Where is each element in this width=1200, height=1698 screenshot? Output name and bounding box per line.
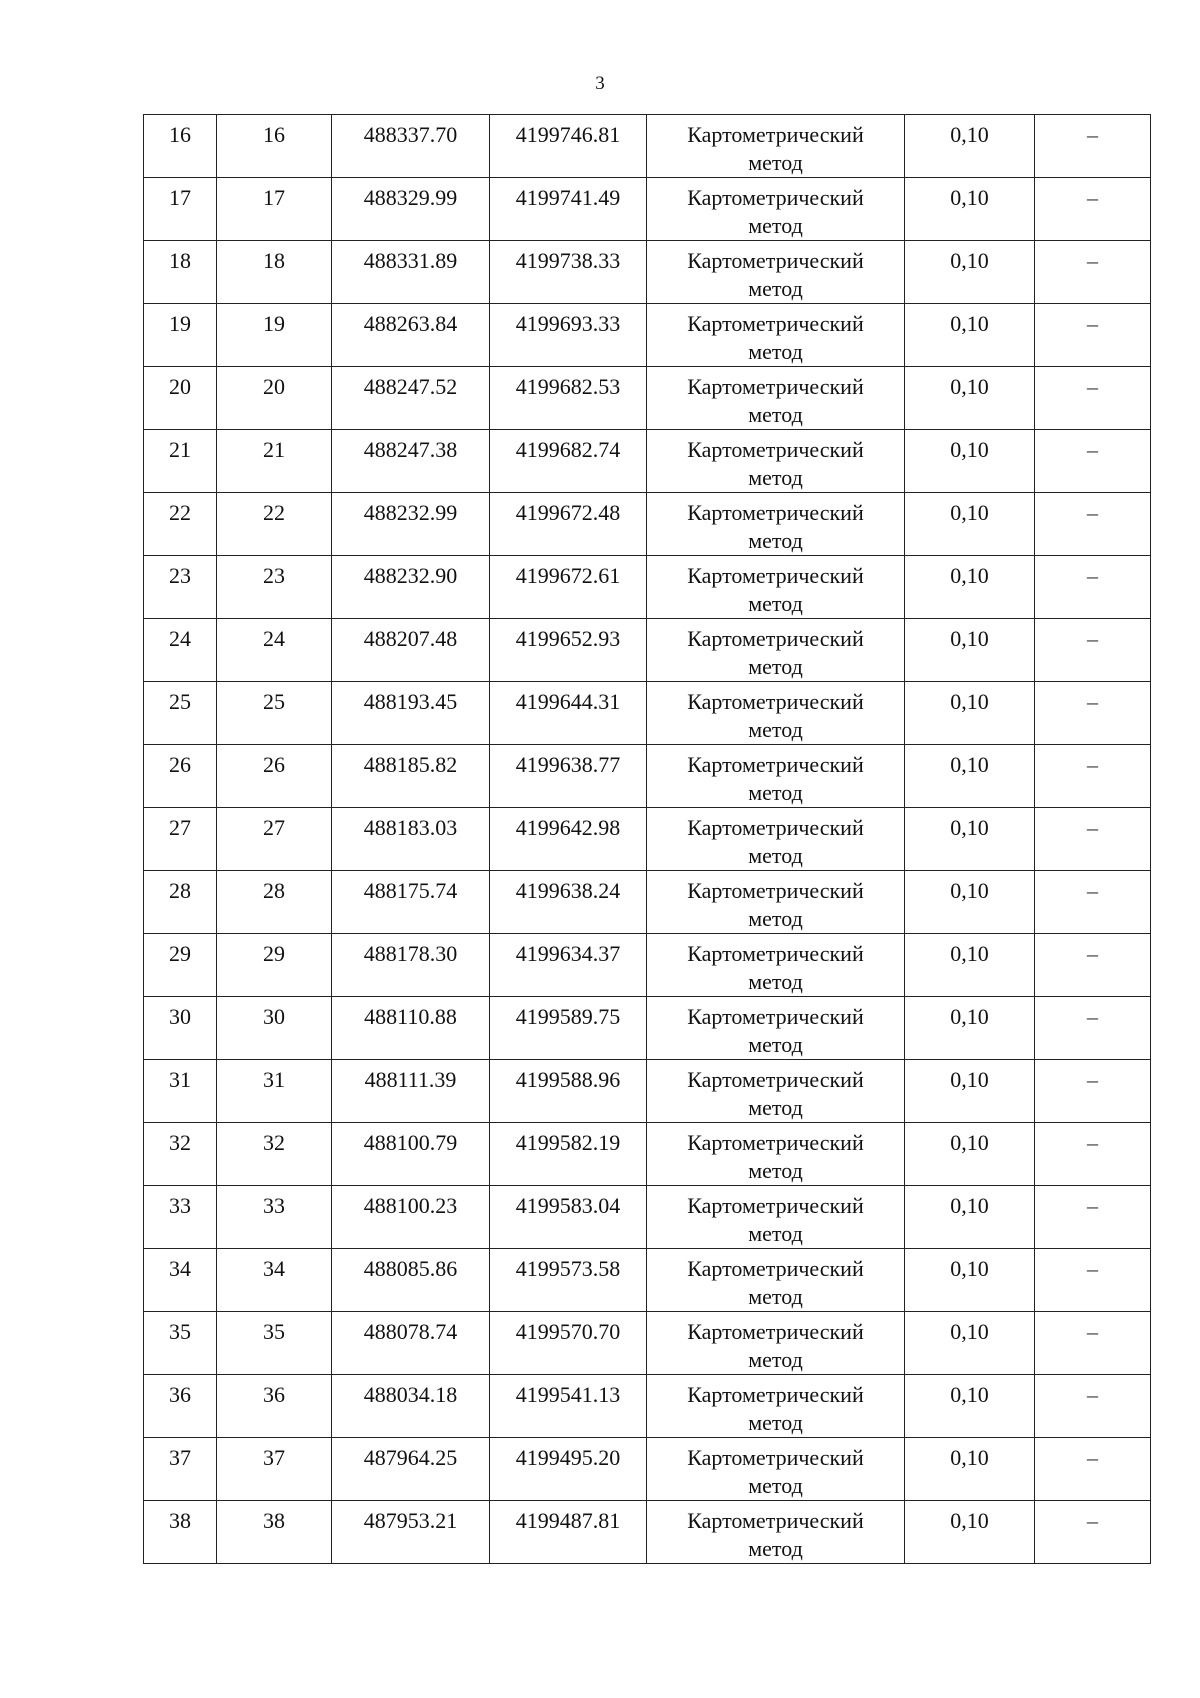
- method-line-1: Картометрический: [687, 1193, 864, 1218]
- point-id-cell: 33: [217, 1186, 332, 1249]
- method-cell: [647, 997, 905, 1060]
- coordinate-x-cell: 488085.86: [332, 1249, 490, 1312]
- coordinate-x-cell: 488232.99: [332, 493, 490, 556]
- point-number-cell: 32: [144, 1123, 217, 1186]
- point-number-cell: 18: [144, 241, 217, 304]
- method-line-2: метод: [748, 1221, 803, 1246]
- note-cell: –: [1035, 430, 1151, 493]
- point-number-cell: 36: [144, 1375, 217, 1438]
- note-cell: –: [1035, 997, 1151, 1060]
- coordinate-y-cell: 4199588.96: [490, 1060, 647, 1123]
- method-cell: [647, 1060, 905, 1123]
- note-cell: –: [1035, 178, 1151, 241]
- method-line-1: Картометрический: [687, 563, 864, 588]
- point-id-cell: 38: [217, 1501, 332, 1564]
- method-cell: [647, 1501, 905, 1564]
- table-row: [144, 556, 1151, 619]
- accuracy-cell: 0,10: [905, 997, 1035, 1060]
- method-line-1: Картометрический: [687, 1508, 864, 1533]
- point-id-cell: 35: [217, 1312, 332, 1375]
- coordinate-x-cell: 488178.30: [332, 934, 490, 997]
- point-id-cell: 23: [217, 556, 332, 619]
- coordinate-y-cell: 4199672.48: [490, 493, 647, 556]
- method-line-2: метод: [748, 339, 803, 364]
- accuracy-cell: 0,10: [905, 493, 1035, 556]
- method-line-2: метод: [748, 969, 803, 994]
- table-row: [144, 115, 1151, 178]
- table-row: [144, 934, 1151, 997]
- table-row: [144, 745, 1151, 808]
- point-number-cell: 19: [144, 304, 217, 367]
- point-number-cell: 30: [144, 997, 217, 1060]
- method-line-2: метод: [748, 780, 803, 805]
- note-cell: –: [1035, 682, 1151, 745]
- coordinate-y-cell: 4199652.93: [490, 619, 647, 682]
- note-cell: –: [1035, 1438, 1151, 1501]
- table-row: [144, 1123, 1151, 1186]
- accuracy-cell: 0,10: [905, 745, 1035, 808]
- table-row: [144, 1186, 1151, 1249]
- point-number-cell: 22: [144, 493, 217, 556]
- coordinate-x-cell: 488207.48: [332, 619, 490, 682]
- method-line-1: Картометрический: [687, 1319, 864, 1344]
- method-line-1: Картометрический: [687, 500, 864, 525]
- method-cell: [647, 241, 905, 304]
- coordinate-y-cell: 4199495.20: [490, 1438, 647, 1501]
- method-cell: [647, 115, 905, 178]
- method-line-1: Картометрический: [687, 1445, 864, 1470]
- coordinate-y-cell: 4199642.98: [490, 808, 647, 871]
- point-number-cell: 38: [144, 1501, 217, 1564]
- accuracy-cell: 0,10: [905, 808, 1035, 871]
- point-id-cell: 25: [217, 682, 332, 745]
- method-line-2: метод: [748, 528, 803, 553]
- coordinate-y-cell: 4199583.04: [490, 1186, 647, 1249]
- method-line-2: метод: [748, 1158, 803, 1183]
- coordinate-x-cell: 488263.84: [332, 304, 490, 367]
- point-id-cell: 28: [217, 871, 332, 934]
- point-id-cell: 29: [217, 934, 332, 997]
- note-cell: –: [1035, 304, 1151, 367]
- method-line-2: метод: [748, 591, 803, 616]
- method-line-2: метод: [748, 150, 803, 175]
- method-line-2: метод: [748, 1473, 803, 1498]
- point-id-cell: 18: [217, 241, 332, 304]
- note-cell: –: [1035, 1060, 1151, 1123]
- table-row: [144, 1060, 1151, 1123]
- coordinate-x-cell: 488183.03: [332, 808, 490, 871]
- coordinate-y-cell: 4199741.49: [490, 178, 647, 241]
- table-row: [144, 178, 1151, 241]
- point-number-cell: 27: [144, 808, 217, 871]
- method-line-2: метод: [748, 654, 803, 679]
- note-cell: –: [1035, 619, 1151, 682]
- coordinates-table-body: [144, 115, 1151, 1564]
- note-cell: –: [1035, 241, 1151, 304]
- table-row: [144, 1438, 1151, 1501]
- point-number-cell: 26: [144, 745, 217, 808]
- note-cell: –: [1035, 1249, 1151, 1312]
- point-number-cell: 29: [144, 934, 217, 997]
- note-cell: –: [1035, 1123, 1151, 1186]
- accuracy-cell: 0,10: [905, 430, 1035, 493]
- note-cell: –: [1035, 745, 1151, 808]
- point-number-cell: 33: [144, 1186, 217, 1249]
- point-number-cell: 16: [144, 115, 217, 178]
- method-line-2: метод: [748, 1032, 803, 1057]
- method-line-1: Картометрический: [687, 374, 864, 399]
- point-number-cell: 35: [144, 1312, 217, 1375]
- method-line-2: метод: [748, 213, 803, 238]
- accuracy-cell: 0,10: [905, 1375, 1035, 1438]
- coordinate-y-cell: 4199638.24: [490, 871, 647, 934]
- accuracy-cell: 0,10: [905, 1438, 1035, 1501]
- table-row: [144, 808, 1151, 871]
- method-cell: [647, 1312, 905, 1375]
- coordinate-x-cell: 488185.82: [332, 745, 490, 808]
- coordinate-y-cell: 4199573.58: [490, 1249, 647, 1312]
- coordinate-x-cell: 488034.18: [332, 1375, 490, 1438]
- note-cell: –: [1035, 871, 1151, 934]
- method-line-2: метод: [748, 1536, 803, 1561]
- accuracy-cell: 0,10: [905, 934, 1035, 997]
- accuracy-cell: 0,10: [905, 556, 1035, 619]
- method-line-1: Картометрический: [687, 689, 864, 714]
- method-line-2: метод: [748, 906, 803, 931]
- coordinate-x-cell: 487953.21: [332, 1501, 490, 1564]
- coordinate-y-cell: 4199644.31: [490, 682, 647, 745]
- method-cell: [647, 934, 905, 997]
- note-cell: –: [1035, 808, 1151, 871]
- accuracy-cell: 0,10: [905, 178, 1035, 241]
- note-cell: –: [1035, 934, 1151, 997]
- method-cell: [647, 493, 905, 556]
- method-line-1: Картометрический: [687, 1004, 864, 1029]
- coordinate-x-cell: 488078.74: [332, 1312, 490, 1375]
- accuracy-cell: 0,10: [905, 115, 1035, 178]
- method-line-1: Картометрический: [687, 878, 864, 903]
- method-cell: [647, 556, 905, 619]
- accuracy-cell: 0,10: [905, 367, 1035, 430]
- method-cell: [647, 178, 905, 241]
- point-number-cell: 21: [144, 430, 217, 493]
- note-cell: –: [1035, 493, 1151, 556]
- method-cell: [647, 1186, 905, 1249]
- table-row: [144, 367, 1151, 430]
- method-cell: [647, 1438, 905, 1501]
- point-id-cell: 22: [217, 493, 332, 556]
- coordinate-x-cell: 488100.79: [332, 1123, 490, 1186]
- accuracy-cell: 0,10: [905, 1249, 1035, 1312]
- method-cell: [647, 682, 905, 745]
- accuracy-cell: 0,10: [905, 1312, 1035, 1375]
- method-line-1: Картометрический: [687, 752, 864, 777]
- method-line-2: метод: [748, 465, 803, 490]
- method-line-1: Картометрический: [687, 311, 864, 336]
- table-row: [144, 1312, 1151, 1375]
- note-cell: –: [1035, 1186, 1151, 1249]
- table-row: [144, 1375, 1151, 1438]
- point-id-cell: 31: [217, 1060, 332, 1123]
- method-line-1: Картометрический: [687, 626, 864, 651]
- table-row: [144, 241, 1151, 304]
- note-cell: –: [1035, 1375, 1151, 1438]
- method-line-1: Картометрический: [687, 1130, 864, 1155]
- method-cell: [647, 745, 905, 808]
- accuracy-cell: 0,10: [905, 682, 1035, 745]
- method-line-2: метод: [748, 1410, 803, 1435]
- table-row: [144, 619, 1151, 682]
- method-cell: [647, 871, 905, 934]
- accuracy-cell: 0,10: [905, 619, 1035, 682]
- method-cell: [647, 1123, 905, 1186]
- table-row: [144, 430, 1151, 493]
- coordinate-x-cell: 488110.88: [332, 997, 490, 1060]
- point-number-cell: 23: [144, 556, 217, 619]
- method-line-1: Картометрический: [687, 122, 864, 147]
- point-id-cell: 17: [217, 178, 332, 241]
- coordinate-y-cell: 4199634.37: [490, 934, 647, 997]
- method-line-2: метод: [748, 402, 803, 427]
- accuracy-cell: 0,10: [905, 871, 1035, 934]
- coordinate-x-cell: 488337.70: [332, 115, 490, 178]
- point-id-cell: 37: [217, 1438, 332, 1501]
- coordinate-y-cell: 4199638.77: [490, 745, 647, 808]
- coordinate-x-cell: 488329.99: [332, 178, 490, 241]
- point-id-cell: 34: [217, 1249, 332, 1312]
- method-cell: [647, 619, 905, 682]
- table-row: [144, 304, 1151, 367]
- coordinate-y-cell: 4199582.19: [490, 1123, 647, 1186]
- method-line-2: метод: [748, 843, 803, 868]
- accuracy-cell: 0,10: [905, 1501, 1035, 1564]
- point-number-cell: 24: [144, 619, 217, 682]
- point-id-cell: 30: [217, 997, 332, 1060]
- note-cell: –: [1035, 367, 1151, 430]
- point-id-cell: 26: [217, 745, 332, 808]
- coordinate-y-cell: 4199746.81: [490, 115, 647, 178]
- note-cell: –: [1035, 115, 1151, 178]
- method-line-1: Картометрический: [687, 1256, 864, 1281]
- accuracy-cell: 0,10: [905, 1186, 1035, 1249]
- method-cell: [647, 1249, 905, 1312]
- method-line-2: метод: [748, 717, 803, 742]
- method-line-1: Картометрический: [687, 941, 864, 966]
- table-row: [144, 997, 1151, 1060]
- coordinate-y-cell: 4199589.75: [490, 997, 647, 1060]
- coordinate-x-cell: 488193.45: [332, 682, 490, 745]
- table-row: [144, 682, 1151, 745]
- table-row: [144, 493, 1151, 556]
- coordinate-x-cell: 488232.90: [332, 556, 490, 619]
- method-line-2: метод: [748, 276, 803, 301]
- point-number-cell: 34: [144, 1249, 217, 1312]
- note-cell: –: [1035, 556, 1151, 619]
- coordinate-y-cell: 4199541.13: [490, 1375, 647, 1438]
- method-line-2: метод: [748, 1347, 803, 1372]
- coordinate-y-cell: 4199570.70: [490, 1312, 647, 1375]
- coordinate-y-cell: 4199682.74: [490, 430, 647, 493]
- table-row: [144, 1249, 1151, 1312]
- point-id-cell: 36: [217, 1375, 332, 1438]
- method-line-2: метод: [748, 1095, 803, 1120]
- method-line-1: Картометрический: [687, 1382, 864, 1407]
- method-cell: [647, 808, 905, 871]
- coordinates-table: [143, 114, 1151, 1564]
- method-line-1: Картометрический: [687, 437, 864, 462]
- method-cell: [647, 304, 905, 367]
- coordinate-y-cell: 4199738.33: [490, 241, 647, 304]
- method-cell: [647, 430, 905, 493]
- coordinate-x-cell: 488331.89: [332, 241, 490, 304]
- method-line-1: Картометрический: [687, 185, 864, 210]
- point-number-cell: 20: [144, 367, 217, 430]
- coordinate-x-cell: 487964.25: [332, 1438, 490, 1501]
- page-number: 3: [595, 73, 605, 94]
- coordinate-x-cell: 488247.38: [332, 430, 490, 493]
- method-line-2: метод: [748, 1284, 803, 1309]
- point-number-cell: 37: [144, 1438, 217, 1501]
- point-number-cell: 25: [144, 682, 217, 745]
- method-cell: [647, 1375, 905, 1438]
- accuracy-cell: 0,10: [905, 304, 1035, 367]
- point-id-cell: 27: [217, 808, 332, 871]
- point-id-cell: 16: [217, 115, 332, 178]
- coordinate-y-cell: 4199487.81: [490, 1501, 647, 1564]
- point-id-cell: 19: [217, 304, 332, 367]
- point-number-cell: 31: [144, 1060, 217, 1123]
- coordinate-x-cell: 488100.23: [332, 1186, 490, 1249]
- coordinate-x-cell: 488175.74: [332, 871, 490, 934]
- point-id-cell: 20: [217, 367, 332, 430]
- method-line-1: Картометрический: [687, 1067, 864, 1092]
- point-number-cell: 28: [144, 871, 217, 934]
- accuracy-cell: 0,10: [905, 241, 1035, 304]
- method-line-1: Картометрический: [687, 815, 864, 840]
- method-line-1: Картометрический: [687, 248, 864, 273]
- accuracy-cell: 0,10: [905, 1060, 1035, 1123]
- coordinate-x-cell: 488111.39: [332, 1060, 490, 1123]
- table-row: [144, 871, 1151, 934]
- point-id-cell: 21: [217, 430, 332, 493]
- point-id-cell: 24: [217, 619, 332, 682]
- coordinate-y-cell: 4199682.53: [490, 367, 647, 430]
- table-row: [144, 1501, 1151, 1564]
- point-id-cell: 32: [217, 1123, 332, 1186]
- note-cell: –: [1035, 1501, 1151, 1564]
- point-number-cell: 17: [144, 178, 217, 241]
- note-cell: –: [1035, 1312, 1151, 1375]
- coordinate-y-cell: 4199693.33: [490, 304, 647, 367]
- coordinate-y-cell: 4199672.61: [490, 556, 647, 619]
- coordinate-x-cell: 488247.52: [332, 367, 490, 430]
- method-cell: [647, 367, 905, 430]
- accuracy-cell: 0,10: [905, 1123, 1035, 1186]
